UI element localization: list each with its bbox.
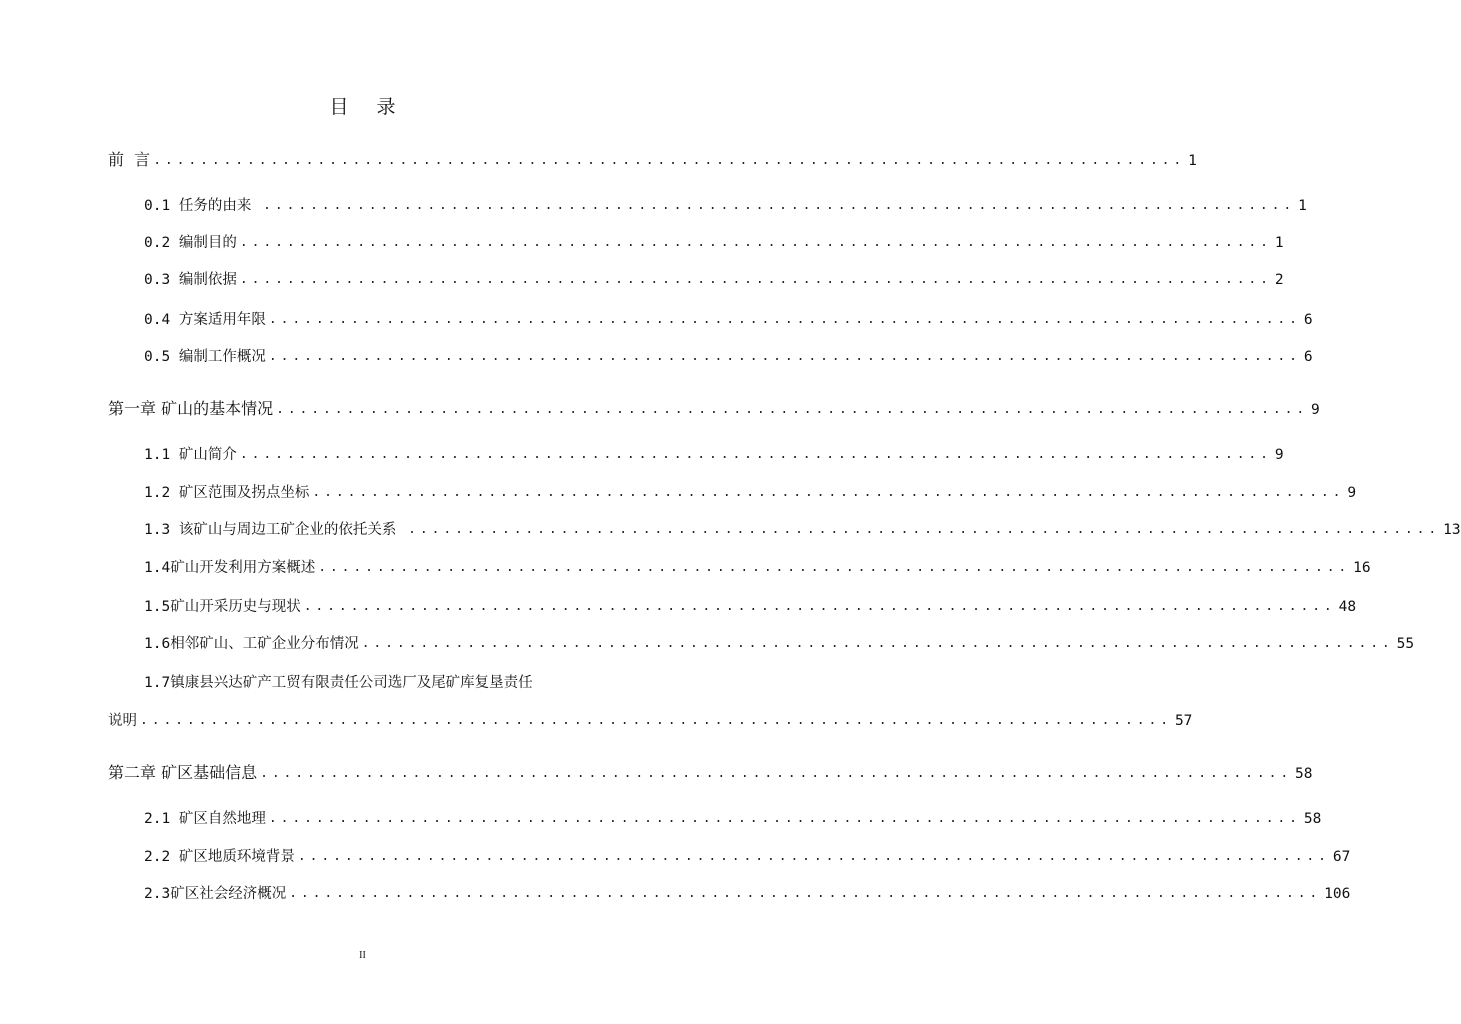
toc-entry-label: 0.2 编制目的 <box>144 235 237 251</box>
toc-entry-1-7-first-line[interactable]: 1.7镇康县兴达矿产工贸有限责任公司选厂及尾矿库复垦责任 <box>144 675 533 691</box>
dot-leader: ........................................................................................ <box>239 272 1272 287</box>
toc-entry-chapter-2[interactable] <box>108 762 1313 784</box>
dot-leader: ........................................................................................ <box>303 599 1336 614</box>
dot-leader: ........................................................................................ <box>153 153 1186 168</box>
toc-entry-label: 第一章 矿山的基本情况 <box>108 399 274 418</box>
toc-entry-0-1[interactable] <box>144 195 1307 217</box>
toc-title <box>0 92 725 119</box>
dot-leader: ........................................................................................ <box>297 849 1330 864</box>
toc-entry-1-7-continuation[interactable] <box>108 710 1193 732</box>
toc-entry-label: 说明 <box>108 713 137 729</box>
dot-leader: ........................................................................................ <box>318 560 1351 575</box>
toc-entry-0-3[interactable] <box>144 269 1284 291</box>
toc-entry-1-3[interactable] <box>144 519 1461 541</box>
toc-entry-label: 2.1 矿区自然地理 <box>144 811 266 827</box>
toc-entry-label: 2.3矿区社会经济概况 <box>144 886 287 902</box>
dot-leader: ........................................................................................ <box>361 636 1394 651</box>
toc-entry-page: 6 <box>1303 312 1313 328</box>
toc-entry-page: 55 <box>1396 636 1415 652</box>
toc-entry-page: 9 <box>1274 447 1284 463</box>
dot-leader: ........................................................................................ <box>239 447 1272 462</box>
toc-entry-0-2[interactable] <box>144 232 1284 254</box>
toc-entry-label: 1.2 矿区范围及拐点坐标 <box>144 485 310 501</box>
toc-entry-page: 67 <box>1332 849 1351 865</box>
toc-entry-page: 13 <box>1443 522 1461 538</box>
toc-entry-chapter-1[interactable] <box>108 398 1320 420</box>
dot-leader: ........................................................................................ <box>268 349 1301 364</box>
toc-entry-0-5[interactable] <box>144 346 1313 368</box>
dot-leader: ........................................................................................ <box>239 235 1272 250</box>
toc-entry-page: 16 <box>1353 560 1371 576</box>
toc-entry-label: 2.2 矿区地质环境背景 <box>144 849 295 865</box>
toc-entry-0-4[interactable] <box>144 309 1313 331</box>
toc-entry-page: 9 <box>1347 485 1357 501</box>
toc-entry-1-5[interactable] <box>144 596 1357 618</box>
toc-entry-label: 0.3 编制依据 <box>144 272 237 288</box>
toc-title-char-1: 目 <box>329 96 349 118</box>
toc-entry-preface[interactable] <box>108 149 1197 171</box>
toc-entry-page: 1 <box>1274 235 1284 251</box>
dot-leader: ........................................................................................ <box>312 485 1345 500</box>
toc-entry-page: 1 <box>1298 198 1307 214</box>
toc-entry-label: 第二章 矿区基础信息 <box>108 763 258 782</box>
toc-entry-page: 106 <box>1324 886 1351 902</box>
toc-entry-page: 57 <box>1174 713 1193 729</box>
toc-entry-label: 前 言 <box>108 150 151 169</box>
toc-entry-label: 0.1 任务的由来 <box>144 198 261 214</box>
toc-entry-2-3[interactable] <box>144 883 1351 905</box>
toc-entry-page: 58 <box>1295 766 1313 782</box>
dot-leader: ........................................................................................ <box>289 886 1322 901</box>
toc-entry-1-1[interactable] <box>144 444 1284 466</box>
toc-entry-page: 58 <box>1303 811 1322 827</box>
toc-entry-2-2[interactable] <box>144 846 1351 868</box>
toc-entry-1-2[interactable] <box>144 482 1357 504</box>
toc-entry-label: 1.1 矿山简介 <box>144 447 237 463</box>
dot-leader: ........................................................................................ <box>140 713 1172 728</box>
toc-entry-label: 1.6相邻矿山、工矿企业分布情况 <box>144 636 359 652</box>
toc-entry-label: 1.4矿山开发利用方案概述 <box>144 560 316 576</box>
toc-entry-page: 48 <box>1338 599 1357 615</box>
toc-entry-label: 0.5 编制工作概况 <box>144 349 266 365</box>
toc-entry-page: 6 <box>1303 349 1313 365</box>
dot-leader: ........................................................................................ <box>408 522 1441 537</box>
toc-entry-page: 9 <box>1311 402 1320 418</box>
dot-leader: ........................................................................................ <box>260 766 1293 781</box>
toc-title-char-2: 录 <box>376 96 396 118</box>
toc-entry-label: 1.3 该矿山与周边工矿企业的依托关系 <box>144 522 406 538</box>
toc-entry-1-6[interactable] <box>144 633 1415 655</box>
toc-entry-page: 1 <box>1188 153 1197 169</box>
toc-entry-2-1[interactable] <box>144 808 1322 830</box>
dot-leader: ........................................................................................ <box>268 811 1301 826</box>
footer-page-number: II <box>359 950 366 961</box>
dot-leader: ........................................................................................ <box>263 198 1296 213</box>
dot-leader: ........................................................................................ <box>268 312 1301 327</box>
dot-leader: ........................................................................................ <box>276 402 1309 417</box>
toc-entry-label: 1.5矿山开采历史与现状 <box>144 599 301 615</box>
toc-entry-page: 2 <box>1274 272 1284 288</box>
toc-entry-label: 0.4 方案适用年限 <box>144 312 266 328</box>
toc-entry-1-4[interactable] <box>144 557 1371 579</box>
